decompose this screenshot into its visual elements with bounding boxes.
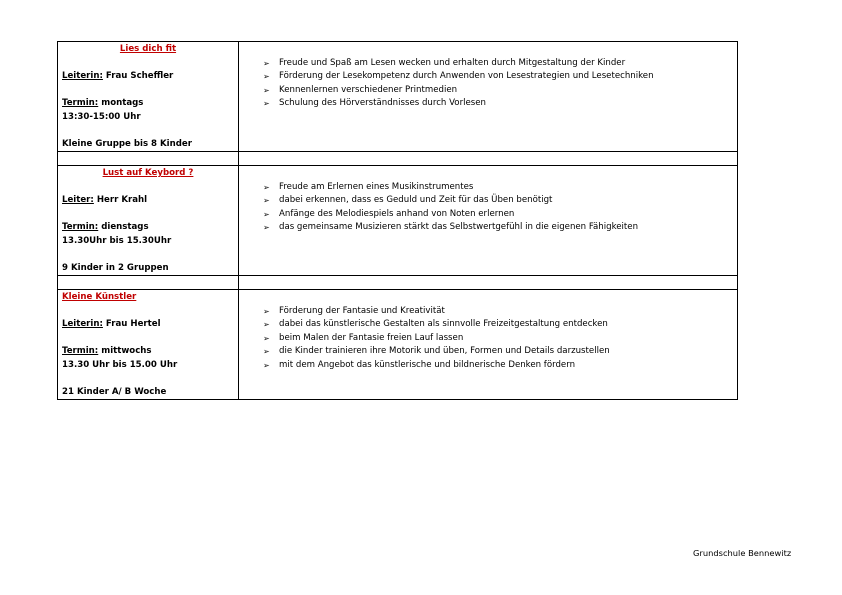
table-row — [58, 42, 738, 152]
group-size: 9 Kinder in 2 Gruppen — [62, 262, 169, 273]
footer-school-name: Grundschule Bennewitz — [693, 548, 792, 558]
leader-label: Leiter: — [62, 195, 94, 205]
arrow-bullet-icon: ➢ — [263, 58, 270, 68]
arrow-bullet-icon: ➢ — [263, 99, 270, 108]
day: mittwochs — [98, 346, 152, 356]
arrow-bullet-icon: ➢ — [263, 320, 270, 329]
list-item: ➢ Schulung des Hörverständnisses durch Vorlesen — [263, 97, 737, 111]
arrow-bullet-icon: ➢ — [263, 347, 270, 356]
leader-line — [62, 318, 234, 332]
arrow-bullet-icon: ➢ — [263, 306, 270, 316]
list-item: ➢ Kennenlernen verschiedener Printmedien — [263, 84, 737, 98]
arrow-bullet-icon: ➢ — [263, 85, 270, 95]
time-label: Termin: — [62, 98, 99, 108]
group-info-cell — [58, 290, 239, 400]
ag-table — [57, 41, 738, 400]
group-title: Lies dich fit — [119, 44, 177, 54]
time: 13:30-15:00 Uhr — [62, 111, 141, 122]
group-info-cell — [58, 166, 239, 276]
list-item: ➢ Förderung der Fantasie und Kreativität — [263, 305, 737, 319]
leader-line — [62, 70, 234, 84]
list-item: ➢ die Kinder trainieren ihre Motorik und üben, Formen und Details darzustellen — [263, 345, 737, 359]
arrow-bullet-icon: ➢ — [263, 360, 270, 370]
group-title: Lust auf Keybord ? — [102, 168, 194, 178]
leader-line — [62, 194, 234, 208]
goal-list — [263, 181, 737, 235]
time: 13.30 Uhr bis 15.00 Uhr — [62, 359, 178, 370]
leader-name: Herr Krahl — [93, 195, 148, 205]
group-title: Kleine Künstler — [62, 292, 137, 302]
list-item: ➢ Freude und Spaß am Lesen wecken und erhalten durch Mitgestaltung der Kinder — [263, 57, 737, 71]
group-goals-cell — [239, 42, 738, 152]
list-item: ➢ beim Malen der Fantasie freien Lauf lassen — [263, 332, 737, 346]
day: dienstags — [98, 222, 149, 232]
list-item: ➢ das gemeinsame Musizieren stärkt das Selbstwertgefühl in die eigenen Fähigkeiten — [263, 221, 737, 235]
leader-label: Leiterin: — [62, 71, 103, 81]
goal-list — [263, 305, 737, 373]
day: montags — [98, 98, 144, 108]
list-item: ➢ mit dem Angebot das künstlerische und bildnerische Denken fördern — [263, 359, 737, 373]
group-info-cell — [58, 42, 239, 152]
table-row — [58, 290, 738, 400]
leader-name: Frau Hertel — [102, 319, 161, 329]
list-item: ➢ Förderung der Lesekompetenz durch Anwenden von Lesestrategien und Lesetechniken — [263, 70, 737, 84]
arrow-bullet-icon: ➢ — [263, 196, 270, 205]
arrow-bullet-icon: ➢ — [263, 209, 270, 219]
day-line — [62, 345, 234, 359]
arrow-bullet-icon: ➢ — [263, 333, 270, 343]
list-item: ➢ Freude am Erlernen eines Musikinstrumentes — [263, 181, 737, 195]
group-goals-cell — [239, 166, 738, 276]
table-row — [58, 166, 738, 276]
group-goals-cell — [239, 290, 738, 400]
day-line — [62, 97, 234, 111]
arrow-bullet-icon: ➢ — [263, 223, 270, 232]
arrow-bullet-icon: ➢ — [263, 72, 270, 81]
time-label: Termin: — [62, 222, 99, 232]
arrow-bullet-icon: ➢ — [263, 182, 270, 192]
leader-label: Leiterin: — [62, 319, 103, 329]
group-size: 21 Kinder A/ B Woche — [62, 386, 167, 397]
group-size: Kleine Gruppe bis 8 Kinder — [62, 138, 192, 149]
spacer-row — [58, 276, 738, 290]
time-label: Termin: — [62, 346, 99, 356]
goal-list — [263, 57, 737, 111]
leader-name: Frau Scheffler — [102, 71, 174, 81]
day-line — [62, 221, 234, 235]
list-item: ➢ dabei das künstlerische Gestalten als sinnvolle Freizeitgestaltung entdecken — [263, 318, 737, 332]
list-item: ➢ Anfänge des Melodiespiels anhand von Noten erlernen — [263, 208, 737, 222]
spacer-row — [58, 152, 738, 166]
list-item: ➢ dabei erkennen, dass es Geduld und Zeit für das Üben benötigt — [263, 194, 737, 208]
time: 13.30Uhr bis 15.30Uhr — [62, 235, 172, 246]
